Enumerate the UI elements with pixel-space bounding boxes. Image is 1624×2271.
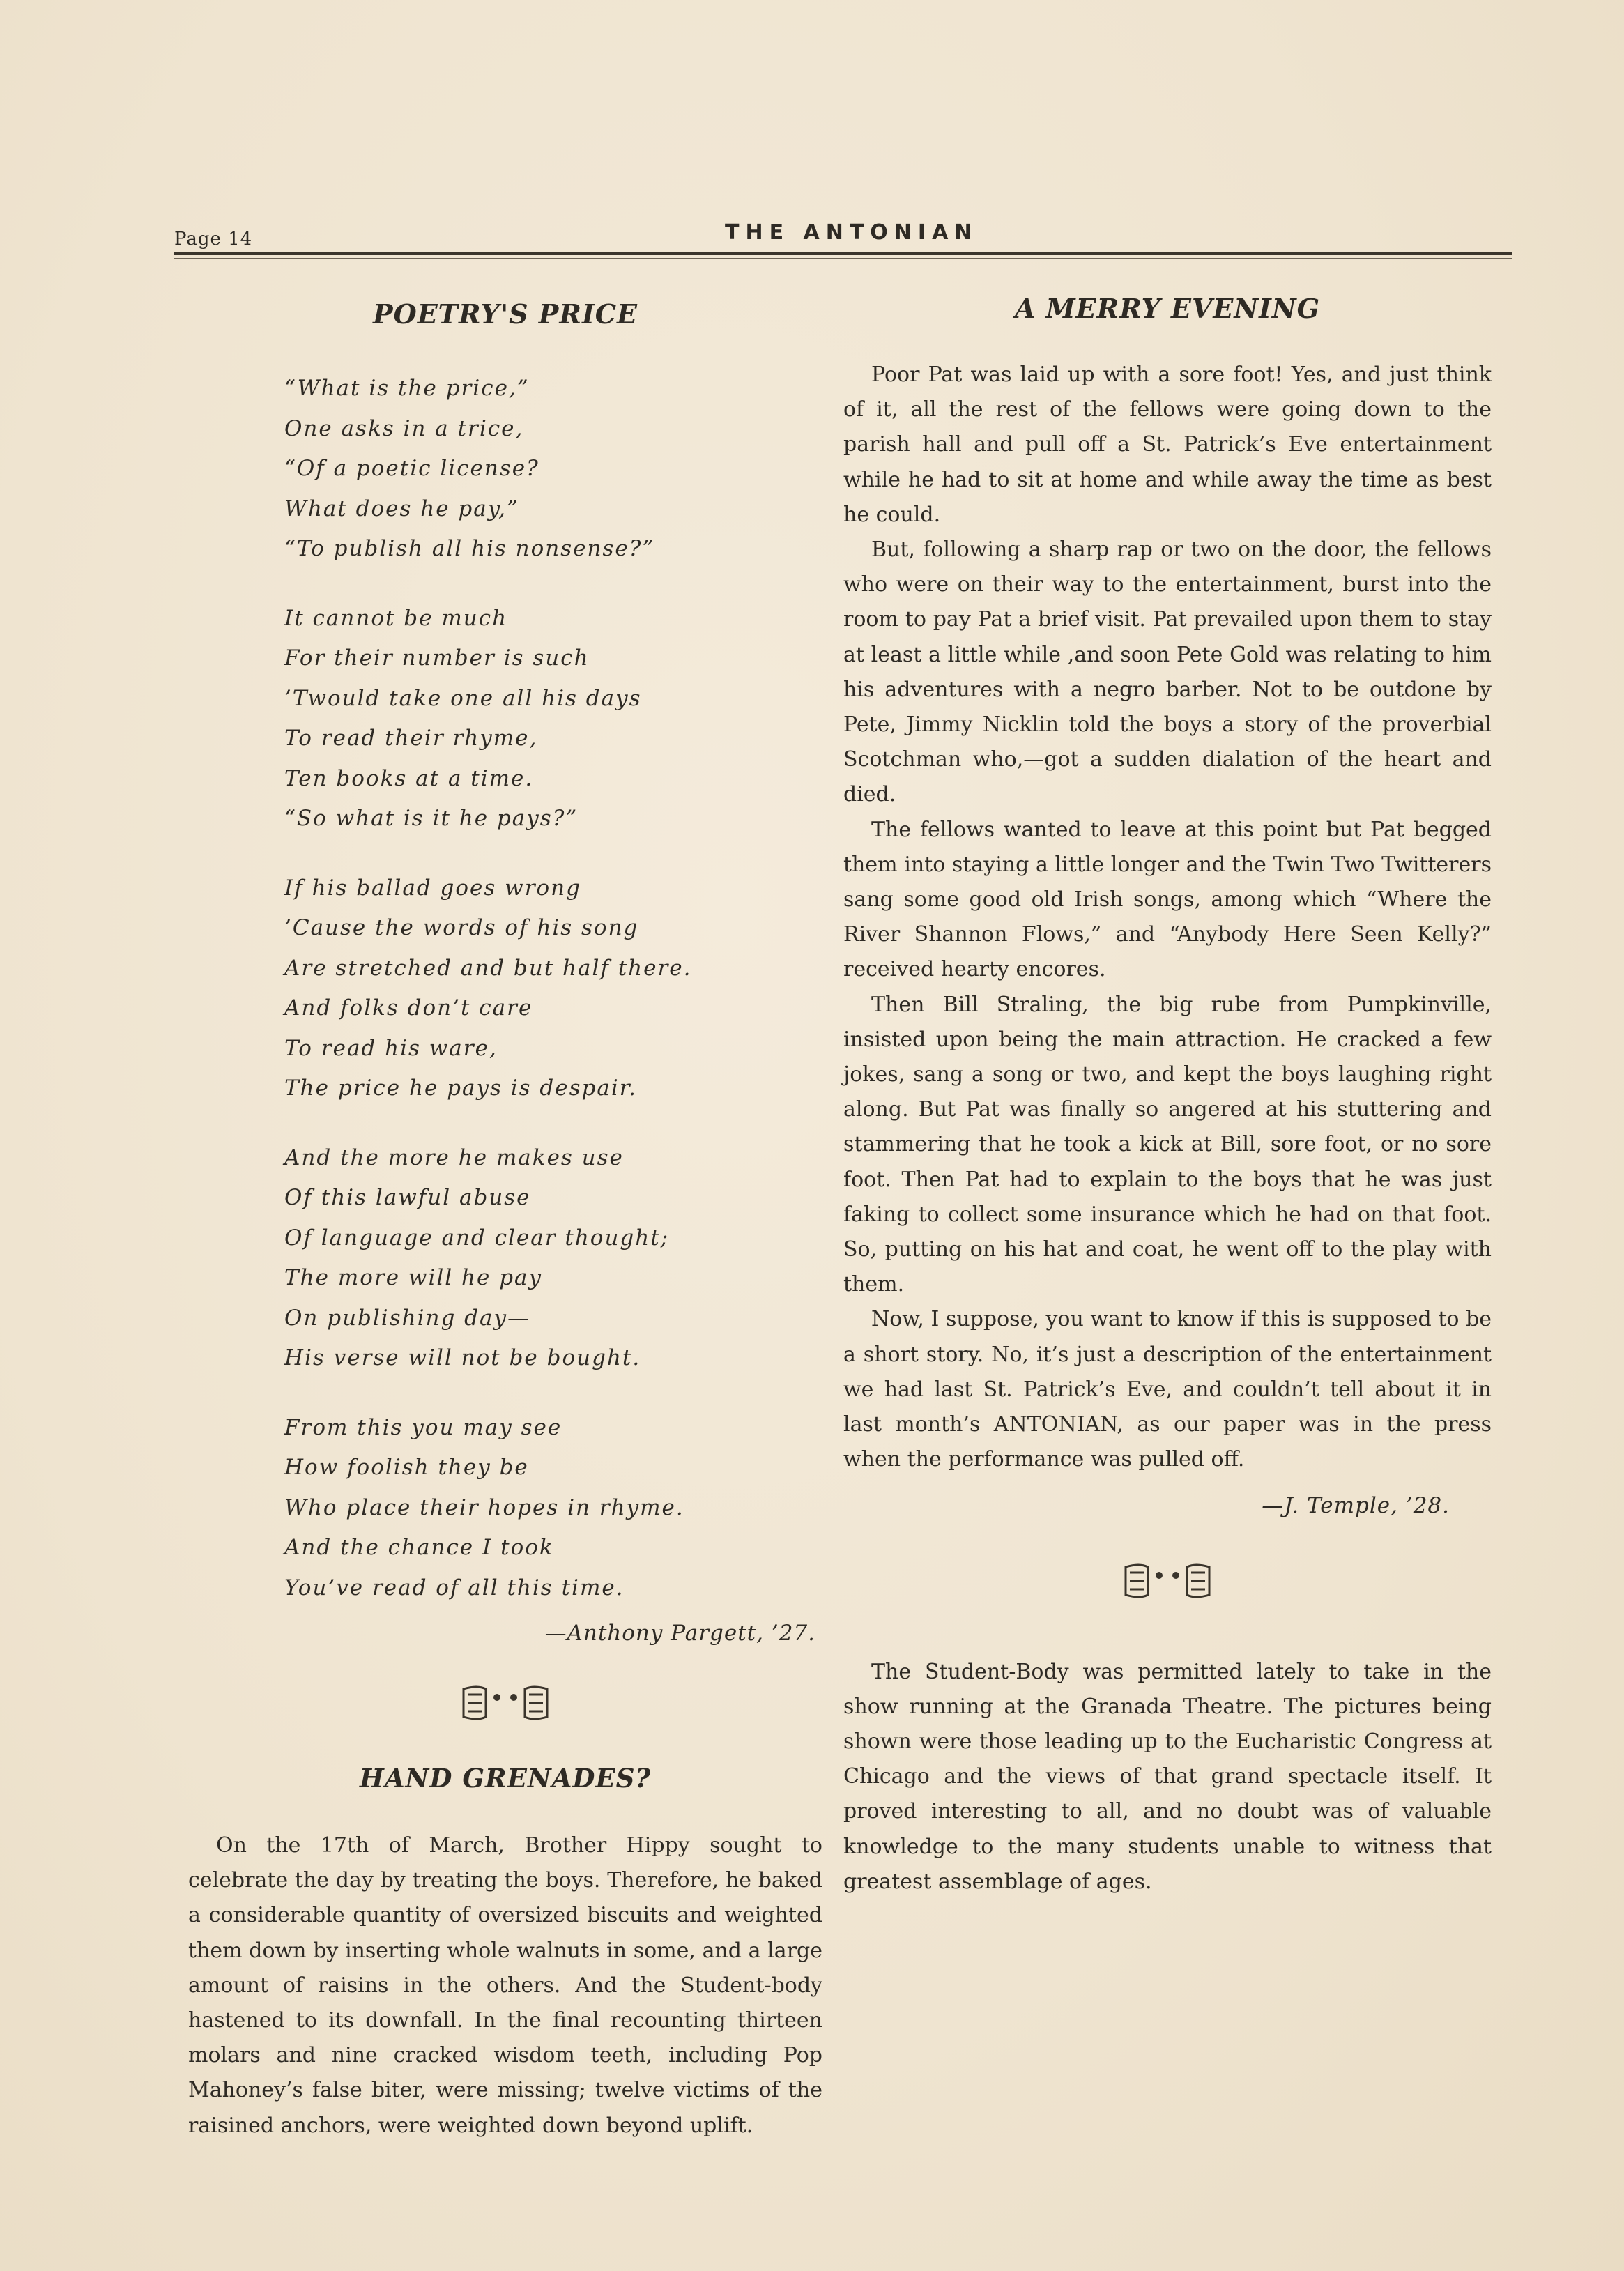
left-column xyxy=(181,279,829,2143)
page-number: Page 14 xyxy=(174,229,253,250)
grenades-paragraph: On the 17th of March, Brother Hippy sought to celebrate the day by treating the boys. Therefore, he baked a considerable quantity of oversized biscuits and weighted them down by inserting whole walnuts in some, and a large amount of raisins in the others. And the Student-body hastened to its downfall. In the final recounting thirteen molars and nine cracked wisdom teeth, including Pop Mahoney’s false biter, were missing; twelve victims of the raisined anchors, were weighted down beyond uplift. xyxy=(188,1833,822,2138)
poem-signature: —Anthony Pargett, ’27. xyxy=(544,1621,815,1646)
section-divider-ornament xyxy=(457,1682,554,1724)
poem-stanza-5 xyxy=(284,1408,829,1609)
poem-line: You’ve read of all this time. xyxy=(284,1575,625,1600)
poem-line: And folks don’t care xyxy=(284,995,533,1020)
poem-stanza-4 xyxy=(284,1138,829,1379)
poem-stanza-1 xyxy=(284,369,829,569)
poem-line: Of this lawful abuse xyxy=(284,1185,531,1210)
poem-stanza-2 xyxy=(284,599,829,839)
merry-paragraph: Poor Pat was laid up with a sore foot! Yes, and just think of it, all the rest of the fellows were going down to the parish hall and pull off a St. Patrick’s Eve entertainment while he had to sit at home and while away the time as best he could. xyxy=(843,362,1492,527)
merry-title: A MERRY EVENING xyxy=(1014,293,1321,324)
poem-line: ’Twould take one all his days xyxy=(284,685,642,711)
merry-signature: —J. Temple, ’28. xyxy=(1262,1492,1450,1518)
masthead: THE ANTONIAN xyxy=(725,220,979,245)
poem-line: How foolish they be xyxy=(284,1455,529,1480)
poetry-title: POETRY'S PRICE xyxy=(373,298,638,330)
poem-line: From this you may see xyxy=(284,1414,562,1440)
poem-line: “So what is it he pays?” xyxy=(284,806,579,831)
poem-line: Are stretched and but half there. xyxy=(284,955,692,981)
poem-line: His verse will not be bought. xyxy=(284,1345,641,1370)
poem-line: And the more he makes use xyxy=(284,1145,624,1170)
poem-line: Who place their hopes in rhyme. xyxy=(284,1494,684,1520)
header-rule-thin xyxy=(174,258,1512,259)
merry-paragraph: Then Bill Straling, the big rube from Pumpkinville, insisted upon being the main attraction. He cracked a few jokes, sang a song or two, and kept the boys laughing right along. But Pat was finally so angered at his stuttering and stammering that he took a kick at Bill, sore foot, or no sore foot. Then Pat had to explain to the boys that he was just faking to collect some insurance which he had on that foot. So, putting on his hat and coat, he went off to the play with them. xyxy=(843,992,1492,1297)
merry-paragraph: Now, I suppose, you want to know if this is supposed to be a short story. No, it’s just a description of the entertainment we had last St. Patrick’s Eve, and couldn’t tell about it in last month’s ANTONIAN, as our paper was in the press when the performance was pulled off. xyxy=(843,1307,1492,1472)
grenades-title: HAND GRENADES? xyxy=(359,1763,652,1794)
poem-line: If his ballad goes wrong xyxy=(284,875,581,901)
poem-line: What does he pay,” xyxy=(284,496,519,521)
running-head xyxy=(174,220,1512,251)
header-rule xyxy=(174,252,1512,255)
poem-line: To read their rhyme, xyxy=(284,726,538,751)
poem-line: It cannot be much xyxy=(284,605,508,631)
poem-stanza-3 xyxy=(284,869,829,1109)
poem-line: And the chance I took xyxy=(284,1535,554,1560)
poem-line: Of language and clear thought; xyxy=(284,1225,670,1251)
poem-line: ’Cause the words of his song xyxy=(284,915,639,940)
poem-line: The price he pays is despair. xyxy=(284,1076,638,1101)
poem-line: “Of a poetic license? xyxy=(284,456,539,481)
student-body-paragraph: The Student-Body was permitted lately to take in the show running at the Granada Theatre. The pictures being shown were those leading up to the Eucharistic Congress at Chicago and the views of that grand spectacle itself. It proved interesting to all, and no doubt was of valuable knowledge to the many students unable to witness that greatest assemblage of ages. xyxy=(843,1659,1492,1894)
poem-line: Ten books at a time. xyxy=(284,765,534,791)
poem xyxy=(284,369,829,1608)
poem-line: One asks in a trice, xyxy=(284,415,524,441)
poem-line: “To publish all his nonsense?” xyxy=(284,536,655,561)
poem-line: “What is the price,” xyxy=(284,376,530,401)
poem-line: For their number is such xyxy=(284,645,590,671)
poem-line: To read his ware, xyxy=(284,1035,498,1061)
merry-paragraph: The fellows wanted to leave at this point but Pat begged them into staying a little longer and the Twin Two Twitterers sang some good old Irish songs, among which “Where the River Shannon Flows,” and “Anybody Here Seen Kelly?” received hearty encores. xyxy=(843,817,1492,982)
merry-body xyxy=(843,358,1492,1478)
right-column xyxy=(843,279,1492,1899)
poem-line: On publishing day— xyxy=(284,1305,531,1331)
merry-paragraph: But, following a sharp rap or two on the door, the fellows who were on their way to the entertainment, burst into the room to pay Pat a brief visit. Pat prevailed upon them to stay at least a little while ,and soon Pete Gold was relating to him his adventures with a negro barber. Not to be outdone by Pete, Jimmy Nicklin told the boys a story of the proverbial Scotchman who,—got a sudden dialation of the heart and died. xyxy=(843,537,1492,807)
poem-line: The more will he pay xyxy=(284,1265,543,1290)
section-divider-ornament xyxy=(1119,1560,1216,1602)
